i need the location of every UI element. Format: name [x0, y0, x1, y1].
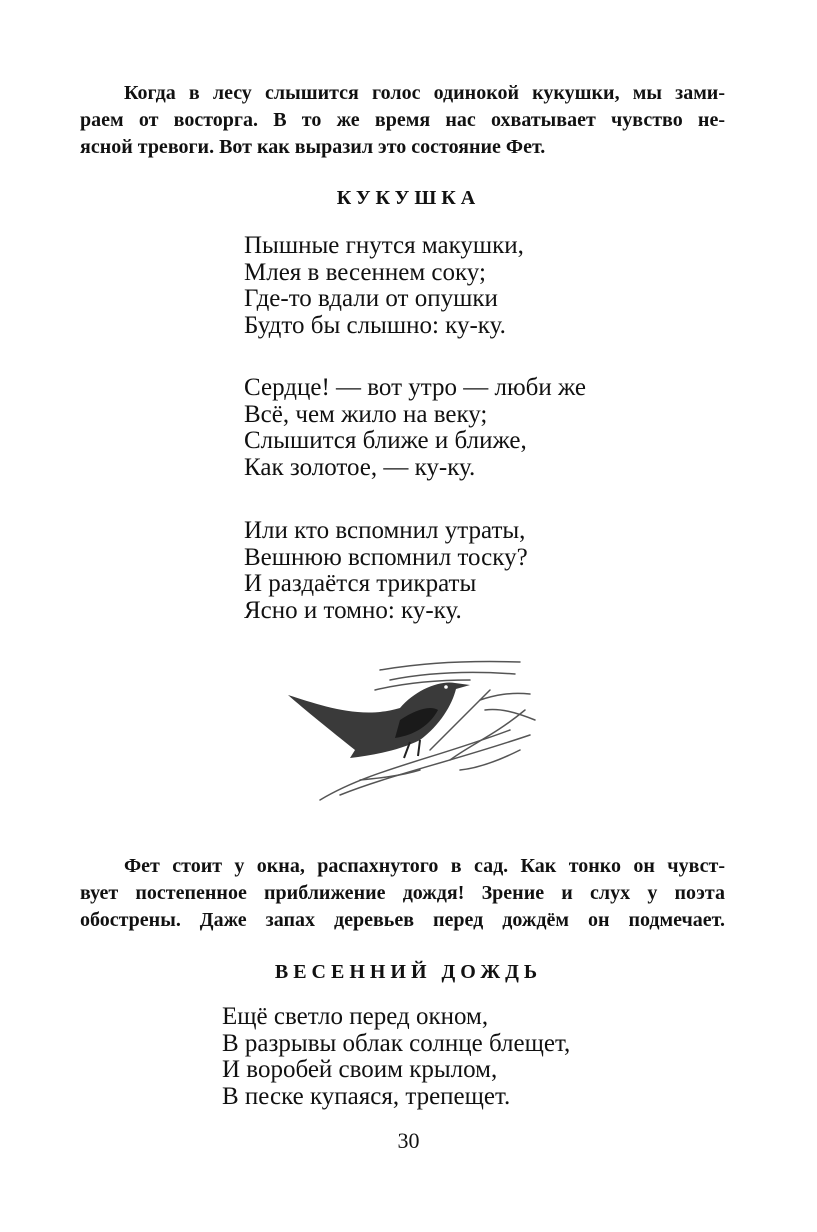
poem-line: Будто бы слышно: ку-ку. — [244, 311, 506, 339]
poem-line: Пышные гнутся макушки, — [244, 232, 524, 259]
poem-title: ВЕСЕННИЙ ДОЖДЬ — [274, 961, 543, 983]
poem-stanza — [244, 233, 524, 339]
intro-line: вует постепенное приближение дождя! Зрение и слух у поэта — [80, 882, 725, 904]
poem-stanza — [222, 1004, 570, 1110]
poem-line: Как золотое, — ку-ку. — [244, 453, 476, 481]
poem-line: Ясно и томно: ку-ку. — [244, 596, 462, 624]
intro-line: обострены. Даже запах деревьев перед дождём он подмечает. — [80, 909, 725, 931]
intro-line: раем от восторга. В то же время нас охватывает чувство не- — [80, 109, 725, 131]
intro-paragraph — [80, 80, 725, 161]
poem-title: КУКУШКА — [336, 187, 481, 209]
poem-line: Или кто вспомнил утраты, — [244, 517, 526, 544]
poem-line: Млея в весеннем соку; — [244, 258, 486, 286]
intro-line: Когда в лесу слышится голос одинокой кукушки, мы зами- — [124, 82, 725, 104]
bird-icon — [288, 682, 470, 758]
intro-line: ясной тревоги. Вот как выразил это состояние Фет. — [80, 136, 546, 158]
poem-line: Где-то вдали от опушки — [244, 285, 498, 312]
intro-paragraph — [80, 853, 725, 934]
poem-line: Слышится ближе и ближе, — [244, 427, 527, 454]
intro-line: Фет стоит у окна, распахнутого в сад. Как тонко он чувст- — [124, 855, 725, 877]
poem-line: И раздаётся трикраты — [244, 570, 477, 597]
poem-stanza — [244, 375, 586, 481]
poem-stanza — [244, 518, 528, 624]
cuckoo-illustration — [280, 650, 550, 810]
poem-line: Ещё светло перед окном, — [222, 1003, 489, 1030]
page-number: 30 — [397, 1128, 420, 1153]
poem-line: Сердце! — вот утро — люби же — [244, 374, 587, 401]
poem-line: И воробей своим крылом, — [222, 1056, 498, 1083]
poem-line: В разрывы облак солнце блещет, — [222, 1029, 571, 1057]
poem-line: Всё, чем жило на веку; — [244, 400, 488, 428]
poem-line: Вешнюю вспомнил тоску? — [244, 543, 528, 571]
poem-line: В песке купаяся, трепещет. — [222, 1082, 511, 1110]
